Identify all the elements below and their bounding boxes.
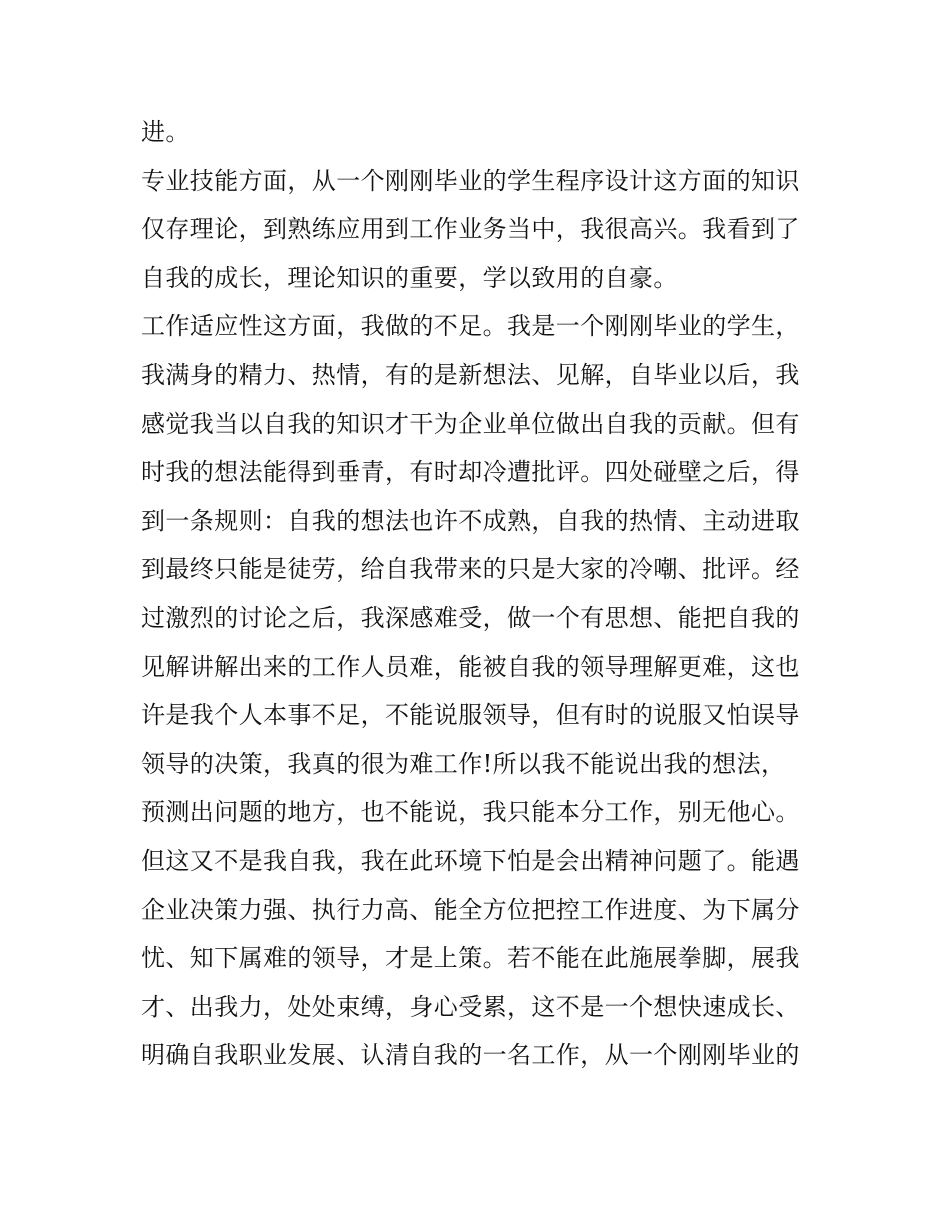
text-line: 到一条规则：自我的想法也许不成熟，自我的热情、主动进取 — [141, 506, 800, 535]
text-line: 企业决策力强、执行力高、能全方位把控工作进度、为下属分 — [141, 895, 800, 924]
text-line: 自我的成长，理论知识的重要，学以致用的自豪。 — [141, 263, 678, 292]
text-line: 忧、知下属难的领导，才是上策。若不能在此施展拳脚，展我 — [141, 944, 800, 973]
text-line: 仅存理论，到熟练应用到工作业务当中，我很高兴。我看到了 — [141, 215, 800, 244]
text-line: 过激烈的讨论之后，我深感难受，做一个有思想、能把自我的 — [141, 603, 800, 632]
text-line: 但这又不是我自我，我在此环境下怕是会出精神问题了。能遇 — [141, 846, 800, 875]
text-line: 领导的决策，我真的很为难工作!所以我不能说出我的想法， — [141, 749, 786, 778]
body-text — [141, 108, 821, 1080]
text-line: 进。 — [141, 118, 190, 146]
text-line: 许是我个人本事不足，不能说服领导，但有时的说服又怕误导 — [141, 701, 800, 730]
text-line: 预测出问题的地方，也不能说，我只能本分工作，别无他心。 — [141, 798, 800, 827]
text-line: 到最终只能是徒劳，给自我带来的只是大家的冷嘲、批评。经 — [141, 555, 800, 584]
text-line: 才、出我力，处处束缚，身心受累，这不是一个想快速成长、 — [141, 992, 800, 1021]
text-line: 明确自我职业发展、认清自我的一名工作，从一个刚刚毕业的 — [141, 1041, 800, 1070]
text-line: 见解讲解出来的工作人员难，能被自我的领导理解更难，这也 — [141, 652, 800, 681]
text-line: 时我的想法能得到垂青，有时却冷遭批评。四处碰壁之后，得 — [141, 458, 800, 487]
text-line: 专业技能方面，从一个刚刚毕业的学生程序设计这方面的知识 — [141, 166, 800, 195]
text-line: 工作适应性这方面，我做的不足。我是一个刚刚毕业的学生， — [141, 312, 800, 341]
text-line: 我满身的精力、热情，有的是新想法、见解，自毕业以后，我 — [141, 360, 800, 389]
text-line: 感觉我当以自我的知识才干为企业单位做出自我的贡献。但有 — [141, 409, 800, 438]
